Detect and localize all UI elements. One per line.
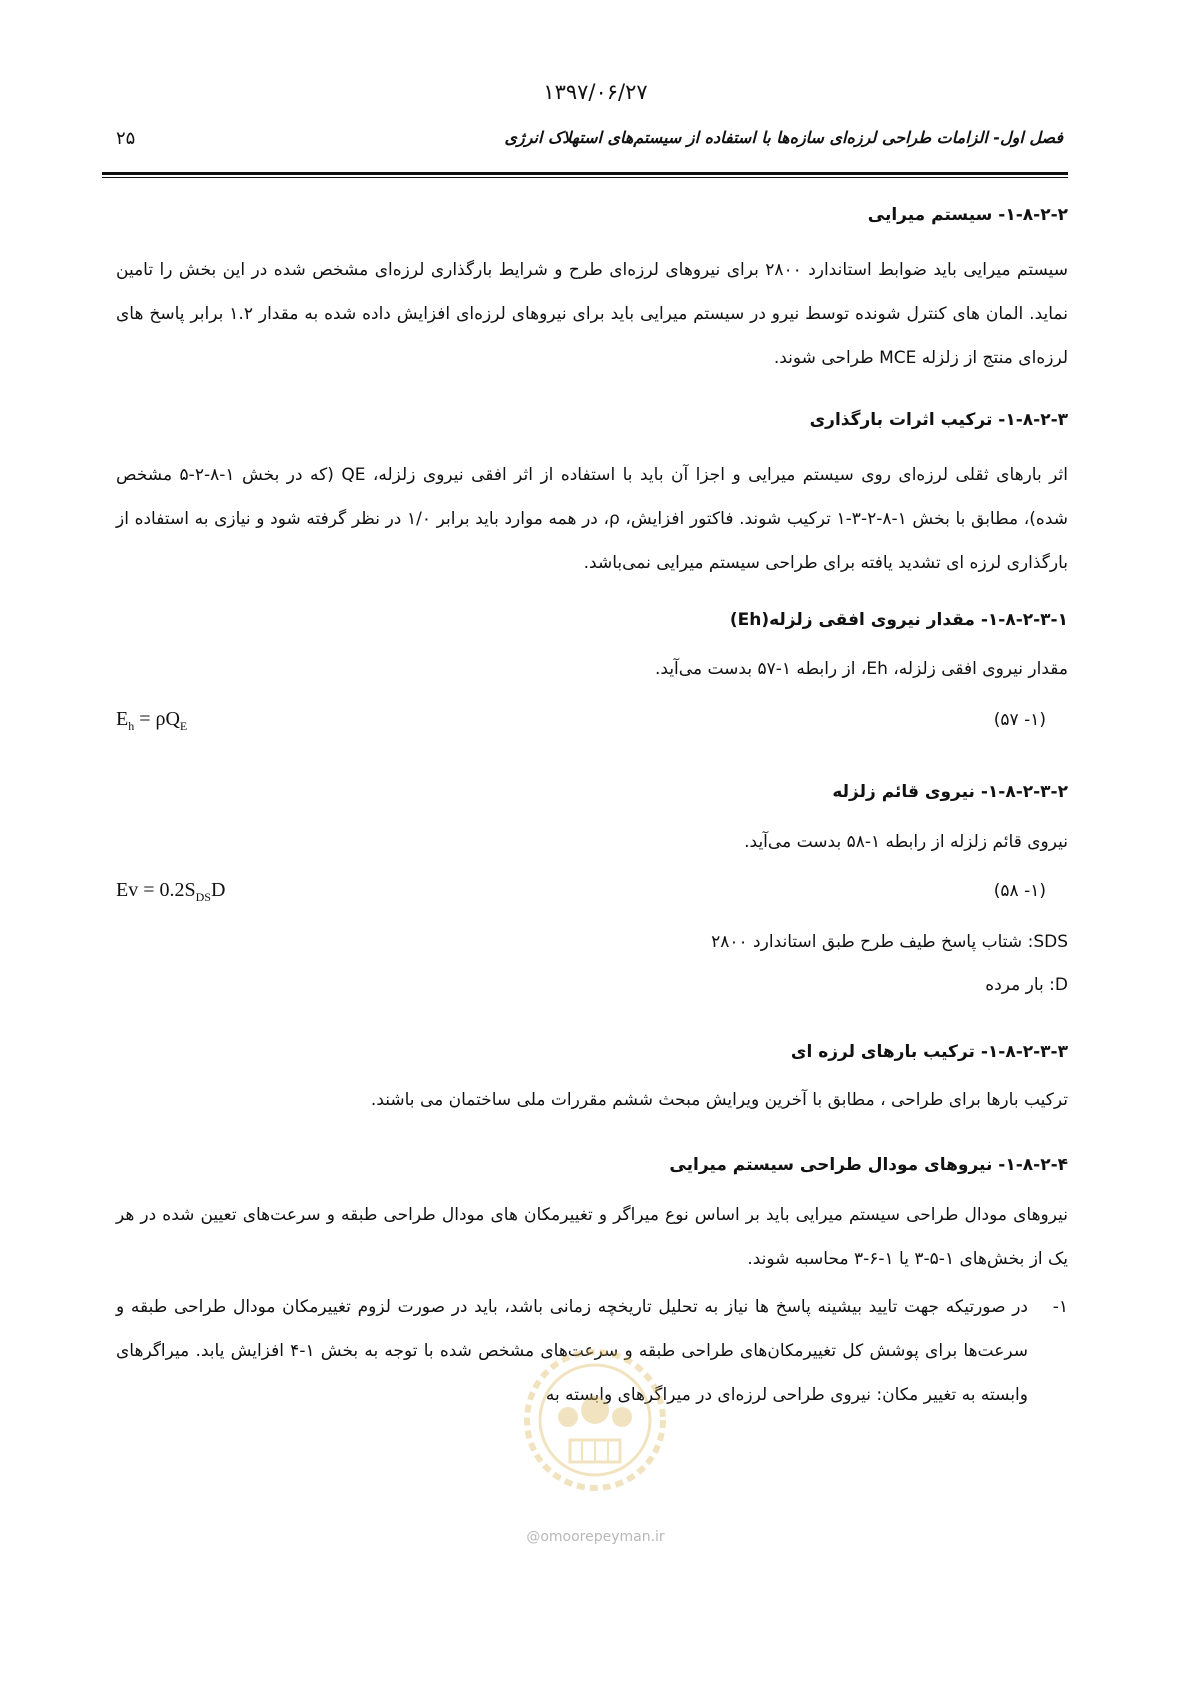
text-horizontal-force: مقدار نیروی افقی زلزله، Eh، از رابطه ۱-۵۷ بدست می‌آید. — [655, 659, 1068, 679]
subsection-heading-seismic-load-combination: ۱-۸-۲-۳-۳- ترکیب بارهای لرزه ای — [790, 1042, 1068, 1062]
definition-sds: SDS: شتاب پاسخ طیف طرح طبق استاندارد ۲۸۰۰ — [711, 932, 1068, 952]
header-rule-thick — [102, 172, 1068, 175]
section-heading-load-combination: ۱-۸-۲-۳- ترکیب اثرات بارگذاری — [809, 410, 1068, 430]
paragraph-load-combination: اثر بارهای ثقلی لرزه‌ای روی سیستم میرایی و اجزا آن باید با استفاده از اثر افقی نیروی زلزله، QE (که در بخش ۱-۸-۲-۵ مشخص شده)، مطابق با بخش ۱-۸-۲-۳-۱ ترکیب شوند. فاکتور افزایش، ρ، در همه موارد باید برابر ۱/۰ در نظر گرفته شود و نیازی به استفاده از بارگذاری لرزه ای تشدید یافته برای طراحی سیستم میرایی نمی‌باشد. — [116, 465, 1068, 573]
text-vertical-force: نیروی قائم زلزله از رابطه ۱-۵۸ بدست می‌آید. — [744, 832, 1068, 852]
section-heading-damping-system: ۱-۸-۲-۲- سیستم میرایی — [867, 205, 1068, 225]
equation-number-57: (۱- ۵۷) — [993, 710, 1046, 730]
header-date: ۱۳۹۷/۰۶/۲۷ — [543, 80, 648, 104]
subsection-heading-horizontal-force: ۱-۸-۲-۳-۱- مقدار نیروی افقی زلزله(Eh) — [729, 610, 1068, 630]
list-item-text: در صورتیکه جهت تایید بیشینه پاسخ ها نیاز به تحلیل تاریخچه زمانی باشد، باید در صورت لزوم تغییرمکان مودال طراحی طبقه و سرعت‌ها برای پوشش کل تغییرمکان‌های طراحی طبقه و سرعت‌های مشخص شده با توجه به بخش ۱-۴ افزایش یابد. میراگرهای وابسته به تغییر مکان: نیروی طراحی لرزه‌ای در میراگرهای وابسته به — [116, 1297, 1028, 1405]
equation-57: $E_h = \rho Q_E$ — [116, 708, 188, 733]
watermark-text: @omoorepeyman.ir — [526, 1529, 665, 1545]
equation-58: $Ev = 0.2S_{DS}D$ — [116, 879, 226, 904]
header-rule-thin — [102, 177, 1068, 178]
watermark-logo-icon — [520, 1345, 670, 1495]
equation-number-58: (۱- ۵۸) — [993, 881, 1046, 901]
definition-dead-load: D: بار مرده — [985, 975, 1068, 995]
subsection-heading-vertical-force: ۱-۸-۲-۳-۲- نیروی قائم زلزله — [832, 782, 1068, 802]
paragraph-damping-system: سیستم میرایی باید ضوابط استاندارد ۲۸۰۰ برای نیروهای لرزه‌ای طرح و شرایط بارگذاری لرزه‌ای مشخص شده در این بخش را تامین نماید. المان های کنترل شونده توسط نیرو در سیستم میرایی باید برای نیروهای لرزه‌ای افزایش داده شده به مقدار ۱.۲ برابر پاسخ های لرزه‌ای منتج از زلزله MCE طراحی شوند. — [116, 260, 1068, 368]
paragraph-modal-forces: نیروهای مودال طراحی سیستم میرایی باید بر اساس نوع میراگر و تغییرمکان های مودال طراحی طبقه و سرعت‌های تعیین شده در هر یک از بخش‌های ۱-۵-۳ یا ۱-۶-۳ محاسبه شوند. — [116, 1205, 1068, 1269]
section-heading-modal-forces: ۱-۸-۲-۴- نیروهای مودال طراحی سیستم میرایی — [669, 1155, 1068, 1175]
text-seismic-load-combination: ترکیب بارها برای طراحی ، مطابق با آخرین ویرایش مبحث ششم مقررات ملی ساختمان می باشند. — [370, 1090, 1068, 1110]
page-number: ۲۵ — [116, 128, 136, 149]
chapter-title: فصل اول- الزامات طراحی لرزه‌ای سازه‌ها با استفاده از سیستم‌های استهلاک انرژی — [504, 128, 1063, 147]
list-item-number: ۱- — [1052, 1297, 1068, 1317]
